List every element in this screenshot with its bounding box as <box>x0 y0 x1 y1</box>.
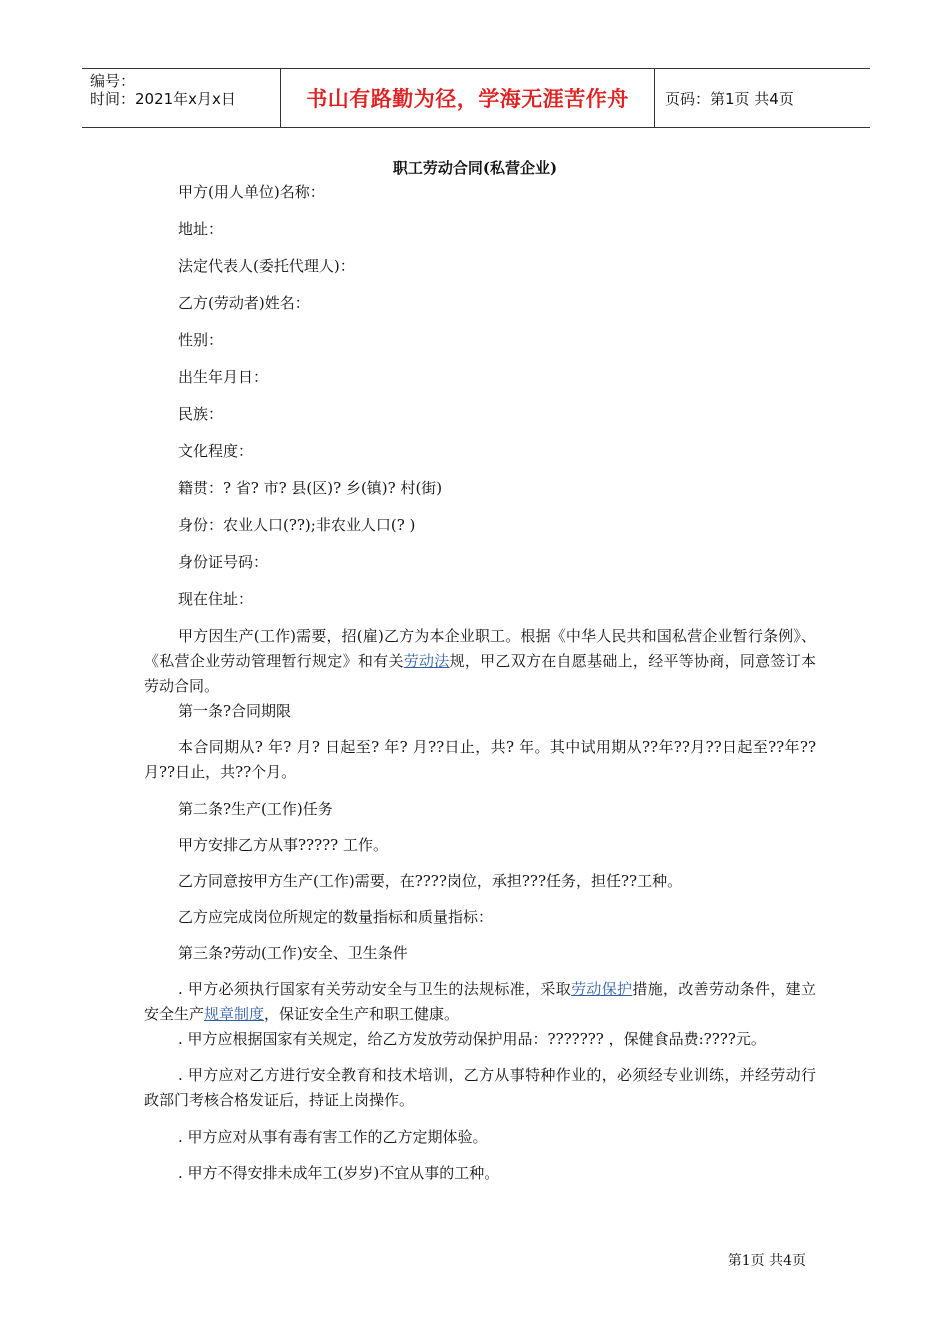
header-page-label: 页码：第1页 共4页 <box>665 89 794 108</box>
article-1-text: 本合同期从? 年? 月? 日起至? 年? 月??日止，共? 年。其中试用期从??年??月??日起至??年??月??日止，共??个月。 <box>144 738 816 781</box>
header-meta-cell <box>82 69 281 127</box>
intro-paragraph <box>144 624 816 699</box>
article-3-item-5: . 甲方不得安排未成年工(岁岁)不宜从事的工种。 <box>178 1164 500 1182</box>
footer-page-number: 第1页 共4页 <box>727 1253 806 1269</box>
article-2-paragraph-2: 乙方同意按甲方生产(工作)需要，在????岗位，承担???任务，担任??工种。 <box>178 872 683 890</box>
intro-text-before: 甲方因生产(工作)需要，招(雇)乙方为本企业职工。根据《中华人民共和国私营企业暂行条例》、《私营企业劳动管理暂行规定》和有关 <box>144 627 816 670</box>
article-3-item-1 <box>144 977 816 1027</box>
document-time-label: 时间：2021年x月x日 <box>90 90 236 108</box>
article-2-paragraph-1: 甲方安排乙方从事????? 工作。 <box>178 836 388 854</box>
field-legal-representative: 法定代表人(委托代理人)： <box>178 257 355 275</box>
field-gender: 性别： <box>178 331 224 349</box>
article-3-item-1-text-c: ，保证安全生产和职工健康。 <box>264 1005 460 1023</box>
field-current-address: 现在住址： <box>178 590 254 608</box>
article-3-item-1-text-a: . 甲方必须执行国家有关劳动安全与卫生的法规标准，采取 <box>178 980 572 998</box>
article-1-heading: 第一条?合同期限 <box>178 702 292 720</box>
article-2-heading: 第二条?生产(工作)任务 <box>178 800 333 818</box>
article-2-paragraph-3: 乙方应完成岗位所规定的数量指标和质量指标： <box>178 908 494 926</box>
article-3-heading: 第三条?劳动(工作)安全、卫生条件 <box>178 944 408 962</box>
header-page-cell <box>655 69 870 127</box>
field-party-a-name: 甲方(用人单位)名称： <box>178 183 325 201</box>
document-body <box>144 180 816 1186</box>
field-identity: 身份：农业人口(??);非农业人口(? ) <box>178 516 416 534</box>
field-id-number: 身份证号码： <box>178 553 269 571</box>
article-3-item-2: . 甲方应根据国家有关规定，给乙方发放劳动保护用品：??????? ，保健食品费:????元。 <box>178 1030 766 1048</box>
labor-protection-link[interactable]: 劳动保护 <box>571 980 633 998</box>
article-3-item-1-text-b: 措施，改善劳动条件，建立安全生产 <box>144 980 816 1023</box>
field-birth-date: 出生年月日： <box>178 368 269 386</box>
intro-text-after: 规，甲乙双方在自愿基础上，经平等协商，同意签订本劳动合同。 <box>144 652 816 695</box>
labor-law-link[interactable]: 劳动法 <box>403 652 450 670</box>
header-table <box>82 68 870 128</box>
field-ethnicity: 民族： <box>178 405 224 423</box>
document-number-label: 编号： <box>90 72 136 90</box>
document-title: 职工劳动合同(私营企业) <box>392 159 558 177</box>
field-address: 地址： <box>178 220 224 238</box>
header-motto-cell <box>281 69 655 127</box>
article-3-item-4: . 甲方应对从事有毒有害工作的乙方定期体验。 <box>178 1128 488 1146</box>
field-education: 文化程度： <box>178 442 254 460</box>
article-3-item-3: . 甲方应对乙方进行安全教育和技术培训，乙方从事特种作业的，必须经专业训练，并经劳动行政部门考核合格发证后，持证上岗操作。 <box>144 1066 816 1109</box>
motto-text: 书山有路勤为径，学海无涯苦作舟 <box>306 87 629 111</box>
field-native-place: 籍贯：? 省? 市? 县(区)? 乡(镇)? 村(街) <box>178 479 443 497</box>
field-party-b-name: 乙方(劳动者)姓名： <box>178 294 310 312</box>
rules-regulations-link[interactable]: 规章制度 <box>204 1005 265 1023</box>
